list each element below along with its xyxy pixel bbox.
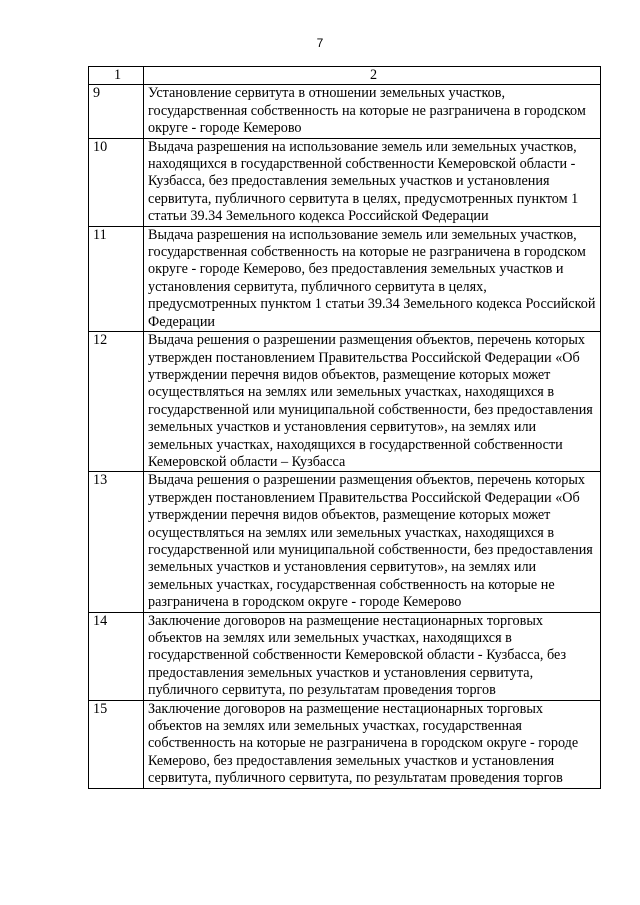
row-number: 10 — [89, 138, 144, 226]
table-row — [89, 138, 601, 226]
service-name: Заключение договоров на размещение нестационарных торговых объектов на землях или земельных участках, государственная собственность на которые не разграничена в городском округе - городе Кемерово, без предоставления земельных участков и установления сервитута, публичного сервитута, по результатам проведения торгов — [144, 700, 601, 788]
column-header-service: 2 — [144, 67, 601, 85]
column-header-number: 1 — [89, 67, 144, 85]
table-row — [89, 472, 601, 612]
table-row — [89, 332, 601, 472]
table-row — [89, 85, 601, 138]
service-name: Выдача разрешения на использование земель или земельных участков, находящихся в государственной собственности Кемеровской области - Кузбасса, без предоставления земельных участков и установления сервитута, публичного сервитута в целях, предусмотренных пунктом 1 статьи 39.34 Земельного кодекса Российской Федерации — [144, 138, 601, 226]
page-number: 7 — [316, 36, 324, 50]
row-number: 13 — [89, 472, 144, 612]
row-number: 15 — [89, 700, 144, 788]
service-name: Установление сервитута в отношении земельных участков, государственная собственность на которые не разграничена в городском округе - городе Кемерово — [144, 85, 601, 138]
service-name: Заключение договоров на размещение нестационарных торговых объектов на землях или земельных участках, находящихся в государственной собственности Кемеровской области - Кузбасса, без предоставления земельных участков и установления сервитута, публичного сервитута, по результатам проведения торгов — [144, 612, 601, 700]
services-table — [88, 66, 601, 789]
row-number: 11 — [89, 226, 144, 331]
table-row — [89, 700, 601, 788]
row-number: 12 — [89, 332, 144, 472]
service-name: Выдача разрешения на использование земель или земельных участков, государственная собственность на которые не разграничена в городском округе - городе Кемерово, без предоставления земельных участков и установления сервитута, публичного сервитута в целях, предусмотренных пунктом 1 статьи 39.34 Земельного кодекса Российской Федерации — [144, 226, 601, 331]
row-number: 9 — [89, 85, 144, 138]
service-name: Выдача решения о разрешении размещения объектов, перечень которых утвержден постановлением Правительства Российской Федерации «Об утверждении перечня видов объектов, размещение которых может осуществляться на землях или земельных участках, находящихся в государственной или муниципальной собственности, без предоставления земельных участков и установления сервитутов», на землях или земельных участках, находящихся в государственной собственности Кемеровской области – Кузбасса — [144, 332, 601, 472]
table-row — [89, 226, 601, 331]
service-name: Выдача решения о разрешении размещения объектов, перечень которых утвержден постановлением Правительства Российской Федерации «Об утверждении перечня видов объектов, размещение которых может осуществляться на землях или земельных участках, находящихся в государственной или муниципальной собственности, без предоставления земельных участков и установления сервитутов», на землях или земельных участках, государственная собственность на которые не разграничена в городском округе - городе Кемерово — [144, 472, 601, 612]
row-number: 14 — [89, 612, 144, 700]
table-row — [89, 612, 601, 700]
table-header-row — [89, 67, 601, 85]
